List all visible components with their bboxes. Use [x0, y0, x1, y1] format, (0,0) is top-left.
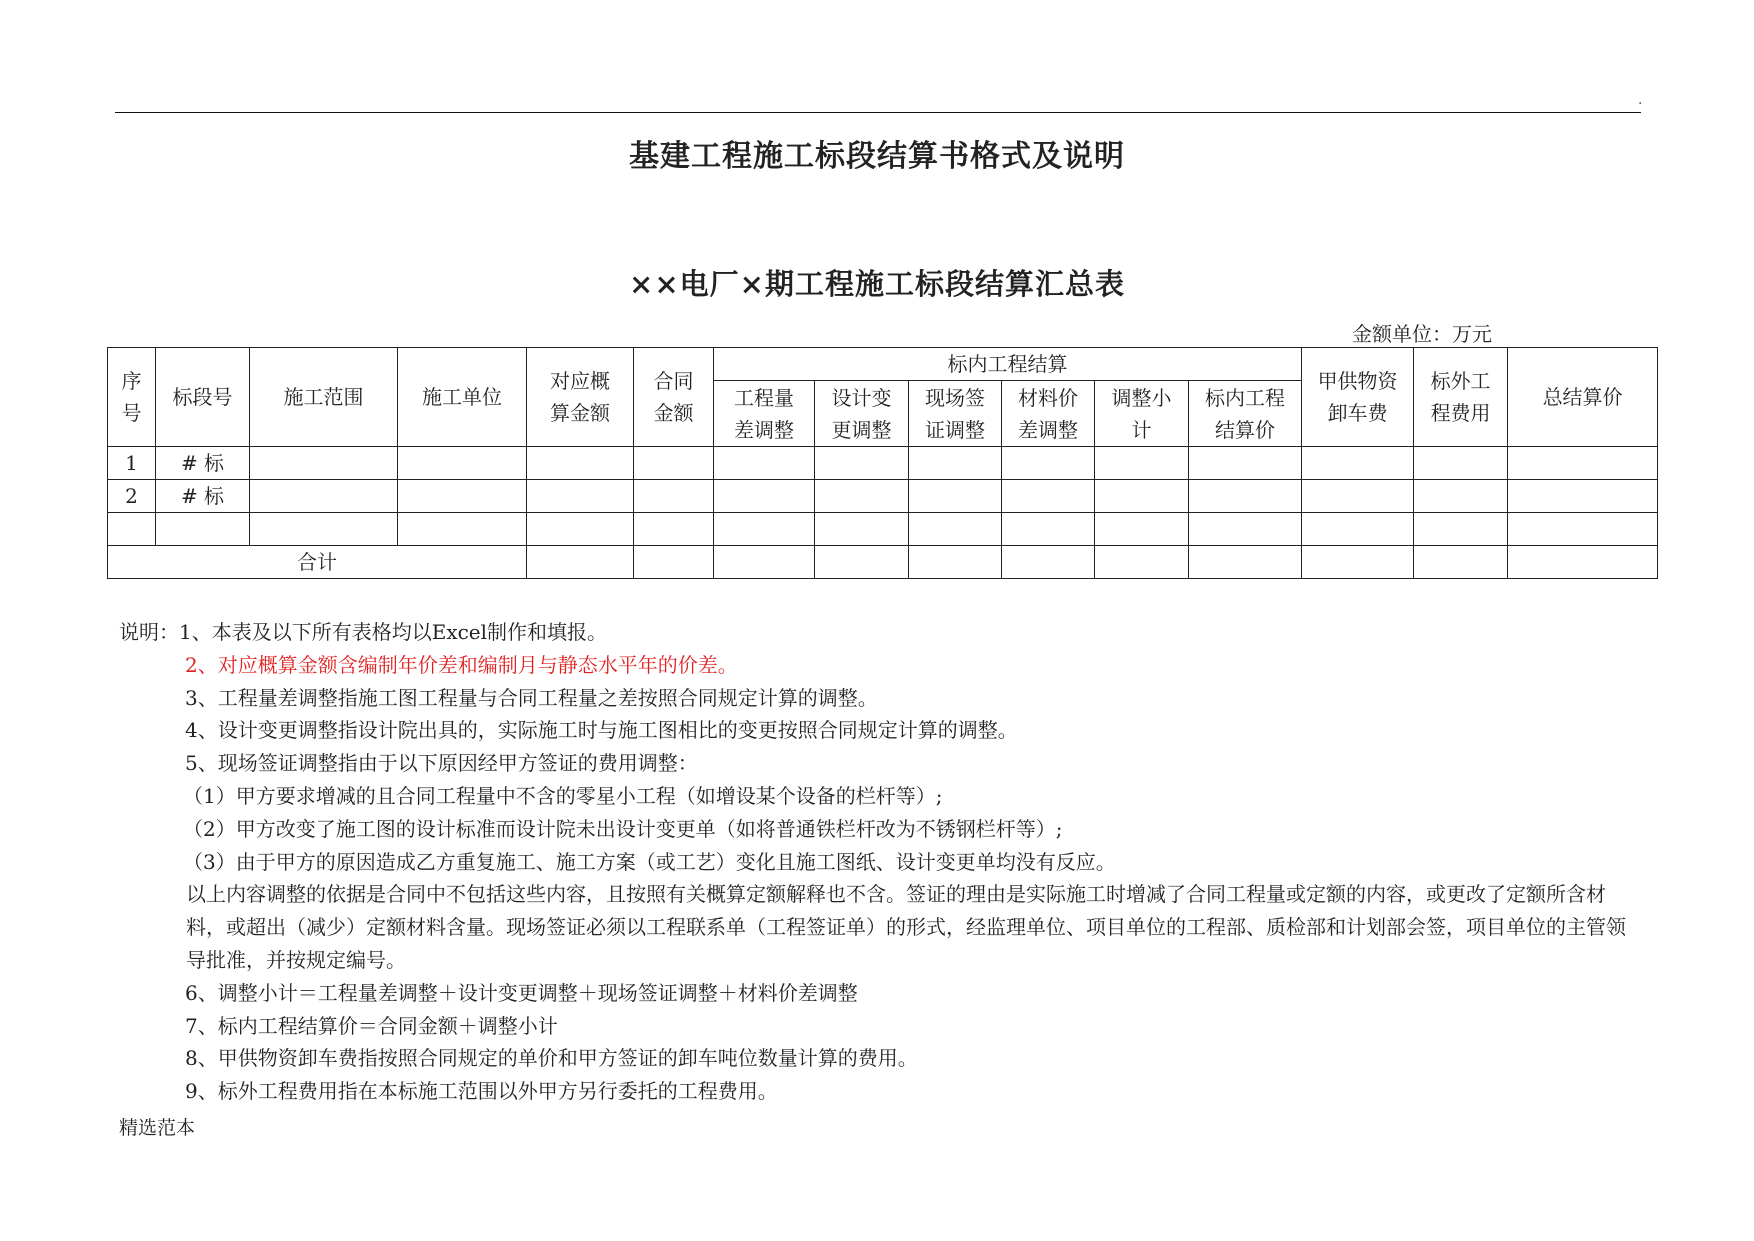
note-1: 说明：1、本表及以下所有表格均以Excel制作和填报。	[119, 620, 608, 644]
header-rule	[115, 112, 1641, 113]
header-qty-adjust: 工程量差调整	[714, 381, 815, 447]
table-row	[108, 480, 1658, 513]
table-row	[108, 513, 1658, 546]
row-seq	[108, 513, 156, 546]
header-total-settlement: 总结算价	[1508, 348, 1658, 447]
header-site-adjust: 现场签证调整	[909, 381, 1002, 447]
settlement-summary-table	[107, 347, 1658, 579]
header-budget-amount: 对应概算金额	[527, 348, 634, 447]
amount-unit-label: 金额单位：万元	[1352, 322, 1492, 346]
note-explanation-paragraph: 以上内容调整的依据是合同中不包括这些内容，且按照有关概算定额解释也不含。签证的理由是实际施工时增减了合同工程量或定额的内容，或更改了定额所含材料，或超出（减少）定额材料含量。现场签证必须以工程联系单（工程签证单）的形式，经监理单位、项目单位的工程部、质检部和计划部会签，项目单位的主管领导批准，并按规定编号。	[186, 882, 1626, 972]
total-row	[108, 546, 1658, 579]
total-label: 合计	[108, 546, 527, 579]
header-construction-unit: 施工单位	[398, 348, 527, 447]
row-section	[156, 513, 250, 546]
row-seq: 2	[108, 480, 156, 513]
header-design-adjust: 设计变更调整	[815, 381, 909, 447]
header-seq: 序号	[108, 348, 156, 447]
note-5: 5、现场签证调整指由于以下原因经甲方签证的费用调整：	[185, 751, 698, 776]
note-2: 2、对应概算金额含编制年价差和编制月与静态水平年的价差。	[185, 652, 738, 677]
header-outside-cost: 标外工程费用	[1414, 348, 1508, 447]
table-row	[108, 447, 1658, 480]
notes-section	[119, 616, 1644, 1108]
table-title: ××电厂×期工程施工标段结算汇总表	[629, 267, 1125, 301]
row-section: # 标	[156, 447, 250, 480]
row-section: # 标	[156, 480, 250, 513]
note-5-item-2: （2）甲方改变了施工图的设计标准而设计院未出设计变更单（如将普通铁栏杆改为不锈钢栏杆等）;	[183, 816, 1063, 841]
header-adjust-subtotal: 调整小计	[1095, 381, 1189, 447]
footer-label: 精选范本	[119, 1117, 196, 1139]
header-material-adjust: 材料价差调整	[1002, 381, 1095, 447]
note-5-item-3: （3）由于甲方的原因造成乙方重复施工、施工方案（或工艺）变化且施工图纸、设计变更单均没有反应。	[183, 849, 1116, 874]
header-contract-amount: 合同金额	[634, 348, 714, 447]
note-6: 6、调整小计＝工程量差调整＋设计变更调整＋现场签证调整＋材料价差调整	[185, 980, 858, 1005]
note-3: 3、工程量差调整指施工图工程量与合同工程量之差按照合同规定计算的调整。	[185, 685, 878, 710]
header-inner-price: 标内工程结算价	[1189, 381, 1302, 447]
note-9: 9、标外工程费用指在本标施工范围以外甲方另行委托的工程费用。	[185, 1079, 778, 1104]
header-dot: .	[1638, 92, 1643, 108]
row-seq: 1	[108, 447, 156, 480]
note-5-item-1: （1）甲方要求增减的且合同工程量中不含的零星小工程（如增设某个设备的栏杆等）;	[183, 783, 943, 808]
note-8: 8、甲供物资卸车费指按照合同规定的单价和甲方签证的卸车吨位数量计算的费用。	[185, 1046, 918, 1071]
header-scope: 施工范围	[250, 348, 398, 447]
document-title: 基建工程施工标段结算书格式及说明	[629, 139, 1125, 174]
header-section: 标段号	[156, 348, 250, 447]
header-supply-unloading: 甲供物资卸车费	[1302, 348, 1414, 447]
note-4: 4、设计变更调整指设计院出具的，实际施工时与施工图相比的变更按照合同规定计算的调整。	[185, 718, 1018, 743]
note-7: 7、标内工程结算价＝合同金额＋调整小计	[185, 1013, 558, 1038]
header-inner-settlement: 标内工程结算	[714, 348, 1302, 381]
